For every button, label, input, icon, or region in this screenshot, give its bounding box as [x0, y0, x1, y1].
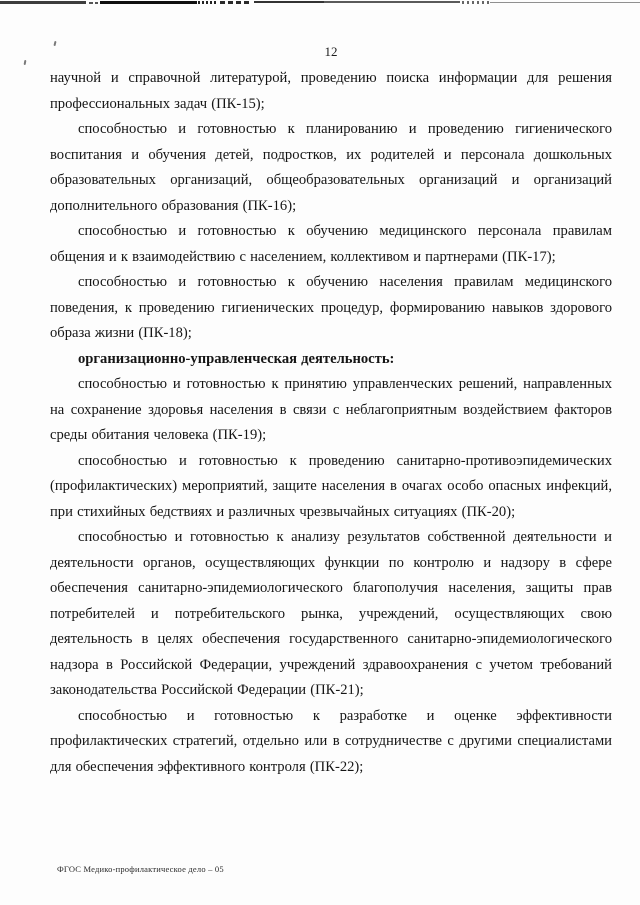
paragraph: способностью и готовностью к проведению санитарно-противоэпидемических (профилактических) мероприятий, защите населения в очагах особо опасных инфекций, при стихийных бедствиях и различных чрезвычайных ситуациях (ПК-20);	[50, 452, 612, 520]
scan-line-segment	[324, 1, 460, 3]
paragraph: способностью и готовностью к планированию и проведению гигиенического воспитания и обучения детей, подростков, их родителей и персонала дошкольных образовательных организаций, общеобразовательных организаций и организаций дополнительного образования (ПК-16);	[50, 121, 612, 214]
scan-noise-mark	[24, 60, 27, 65]
paragraph: научной и справочной литературой, проведению поиска информации для решения профессиональных задач (ПК-15);	[50, 70, 612, 112]
paragraph: способностью и готовностью к обучению медицинского персонала правилам общения и к взаимодействию с населением, коллективом и партнерами (ПК-17);	[50, 223, 612, 265]
paragraph: организационно-управленческая деятельность:	[78, 350, 395, 367]
scan-line-segment	[254, 1, 324, 3]
paragraph: способностью и готовностью к разработке и оценке эффективности профилактических стратегий, отдельно или в сотрудничестве с другими специалистами для обеспечения эффективного контроля (ПК-22);	[50, 707, 612, 775]
scan-line-segment	[0, 1, 86, 4]
document-body	[50, 66, 612, 780]
scan-line-segment	[490, 2, 640, 4]
scan-line-segment	[220, 1, 252, 4]
scan-line-segment	[198, 1, 218, 4]
scan-line-segment	[462, 1, 490, 4]
paragraph: способностью и готовностью к принятию управленческих решений, направленных на сохранение здоровья населения в связи с неблагоприятным воздействием факторов среды обитания человека (ПК-19);	[50, 376, 612, 443]
footer-designation: ФГОС Медико-профилактическое дело – 05	[57, 864, 224, 874]
page-number: 12	[324, 44, 338, 59]
scan-line-segment	[100, 1, 197, 4]
paragraph: способностью и готовностью к анализу результатов собственной деятельности и деятельности органов, осуществляющих функции по контролю и надзору в сфере обеспечения санитарно-эпидемиологического благополучия населения, защиты прав потребителей и потребительского рынка, учреждений, осуществляющих свою деятельность в целях обеспечения государственного санитарно-эпидемиологического надзора в Российской Федерации, учреждений здравоохранения с учетом требований законодательства Российской Федерации (ПК-21);	[50, 529, 612, 698]
paragraph: способностью и готовностью к обучению населения правилам медицинского поведения, к проведению гигиенических процедур, формированию навыков здорового образа жизни (ПК-18);	[50, 274, 612, 341]
scan-line-segment	[95, 2, 98, 4]
scan-line-segment	[89, 2, 93, 4]
